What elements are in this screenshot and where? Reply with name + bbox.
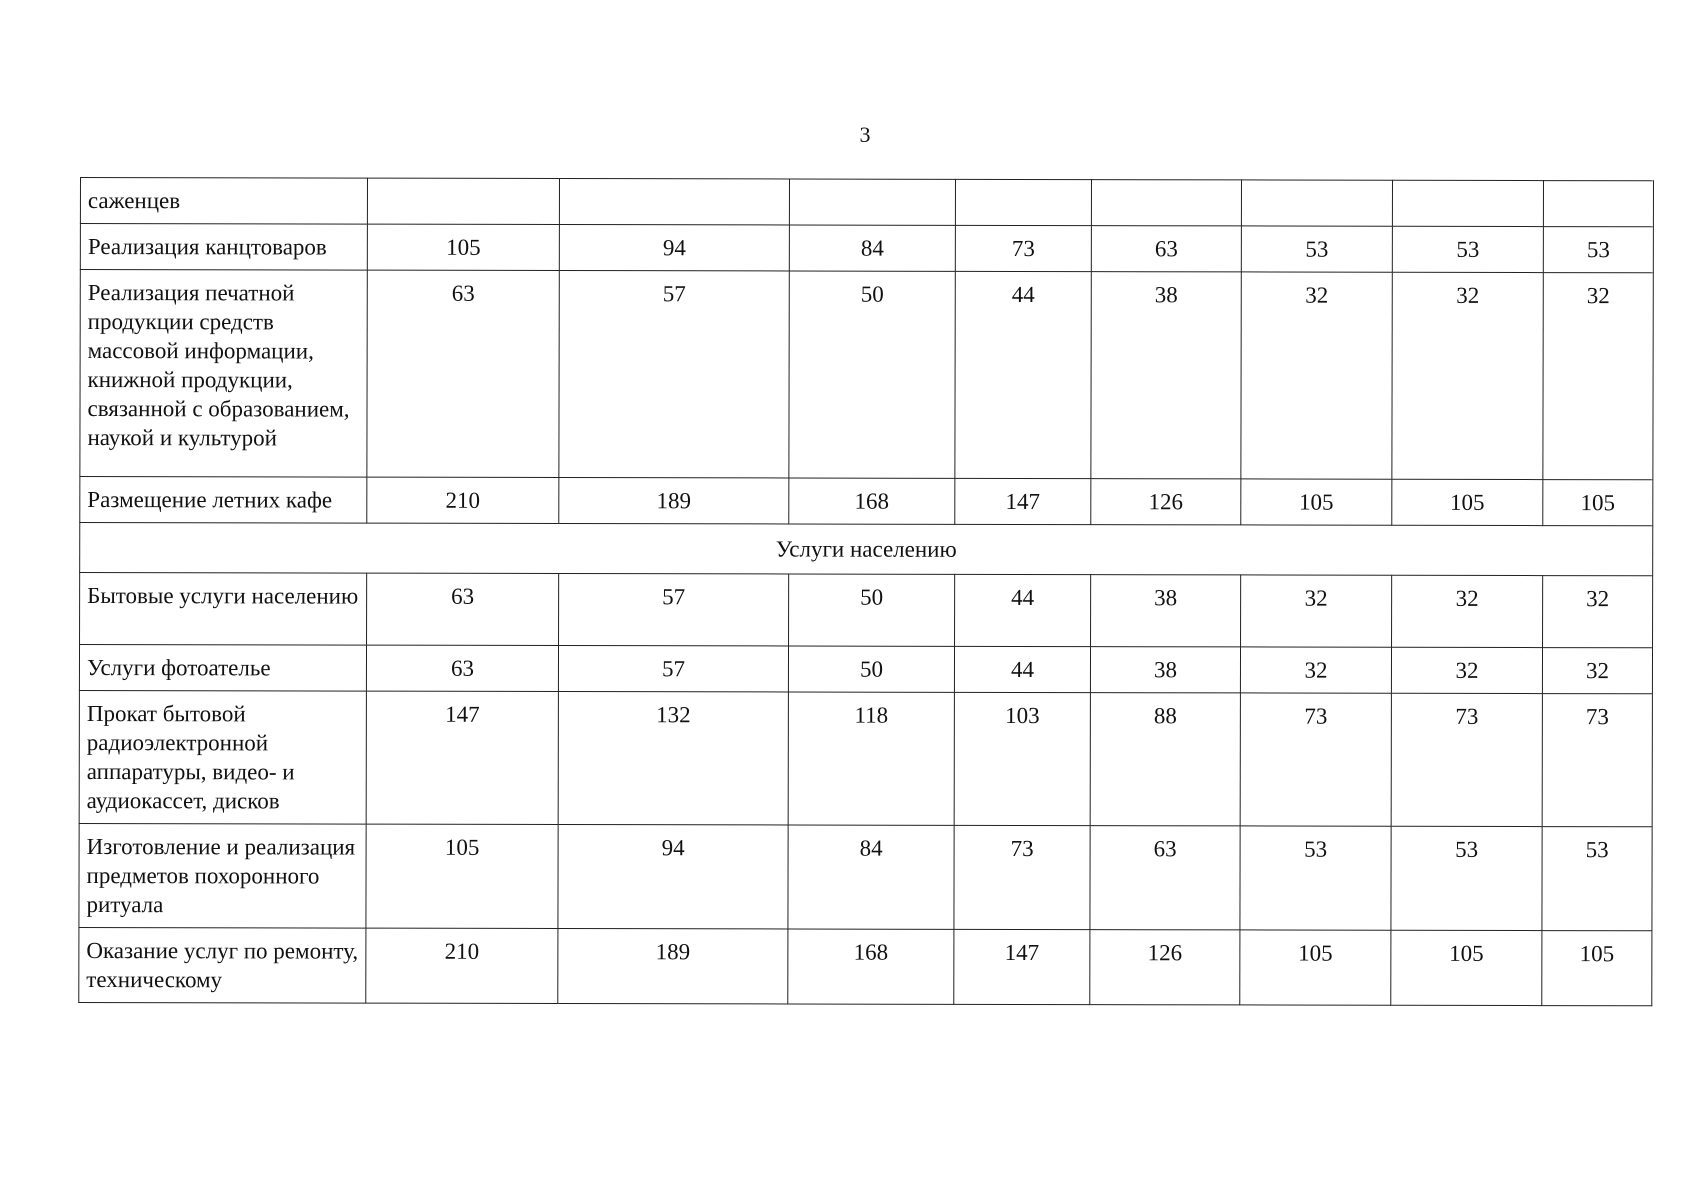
value-cell: 53 [1392, 226, 1543, 272]
table-row [79, 645, 1652, 694]
value-cell: 147 [366, 691, 558, 824]
value-cell: 32 [1392, 272, 1543, 479]
value-cell: 132 [558, 692, 788, 825]
value-cell: 38 [1090, 647, 1240, 693]
value-cell: 53 [1543, 227, 1653, 273]
value-cell: 32 [1543, 273, 1653, 480]
value-cell: 32 [1391, 647, 1542, 693]
table-row [79, 690, 1652, 826]
value-cell: 53 [1240, 826, 1391, 930]
table-row [80, 573, 1653, 648]
value-cell: 73 [1391, 693, 1542, 826]
value-cell: 168 [789, 478, 955, 524]
value-cell: 210 [366, 928, 558, 1003]
value-cell: 50 [788, 646, 954, 692]
value-cell: 105 [366, 824, 558, 928]
value-cell [789, 179, 955, 225]
value-cell: 63 [1091, 226, 1241, 272]
row-label: Изготовление и реализация предметов похоронного ритуала [79, 823, 366, 928]
tariff-table [78, 177, 1654, 1006]
tariff-table-wrapper [78, 177, 1653, 1006]
value-cell: 73 [1542, 694, 1652, 827]
value-cell: 57 [559, 271, 789, 478]
table-row [80, 477, 1653, 526]
row-label: Услуги фотоателье [79, 645, 366, 692]
value-cell [1543, 181, 1653, 227]
value-cell: 126 [1090, 930, 1240, 1005]
value-cell: 105 [1542, 931, 1652, 1006]
row-label: саженцев [80, 178, 367, 225]
value-cell: 53 [1542, 827, 1652, 931]
table-body [79, 178, 1654, 1006]
row-label: Размещение летних кафе [80, 477, 367, 524]
value-cell: 63 [367, 270, 559, 477]
value-cell: 44 [954, 646, 1090, 692]
value-cell: 53 [1391, 826, 1542, 930]
value-cell: 84 [789, 225, 955, 271]
value-cell: 189 [559, 478, 789, 524]
value-cell: 84 [788, 825, 954, 929]
value-cell: 73 [954, 825, 1090, 929]
section-header: Услуги населению [80, 523, 1653, 576]
value-cell: 63 [366, 645, 558, 691]
value-cell: 105 [1543, 480, 1653, 526]
table-row [80, 178, 1653, 227]
value-cell: 147 [955, 478, 1091, 524]
value-cell: 147 [954, 929, 1090, 1004]
value-cell: 32 [1543, 576, 1653, 648]
value-cell: 44 [955, 271, 1091, 478]
row-label: Прокат бытовой радиоэлектронной аппаратуры, видео- и аудиокассет, дисков [79, 690, 366, 824]
table-row [79, 927, 1652, 1005]
value-cell: 32 [1240, 647, 1391, 693]
value-cell: 53 [1241, 226, 1392, 272]
value-cell [367, 178, 559, 224]
value-cell: 57 [559, 574, 789, 646]
value-cell: 32 [1542, 648, 1652, 694]
value-cell: 73 [955, 225, 1091, 271]
value-cell [559, 179, 789, 225]
value-cell: 88 [1090, 693, 1240, 826]
value-cell: 50 [789, 574, 955, 646]
value-cell: 105 [367, 224, 559, 270]
row-label: Реализация канцтоваров [80, 224, 367, 271]
row-label: Реализация печатной продукции средств массовой информации, книжной продукции, связанной с образованием, наукой и культурой [80, 270, 367, 478]
value-cell: 103 [954, 692, 1090, 825]
value-cell: 189 [558, 929, 788, 1004]
value-cell: 44 [955, 574, 1091, 646]
page-number: 3 [859, 122, 871, 147]
value-cell [1241, 180, 1392, 226]
value-cell: 168 [788, 929, 954, 1004]
value-cell: 50 [789, 271, 955, 478]
value-cell: 210 [367, 477, 559, 523]
row-label: Оказание услуг по ремонту, техническому [79, 927, 366, 1003]
value-cell: 63 [367, 573, 559, 645]
value-cell: 105 [1240, 930, 1391, 1005]
value-cell: 63 [1090, 826, 1240, 930]
value-cell: 126 [1091, 479, 1241, 525]
value-cell: 94 [559, 225, 789, 271]
value-cell [955, 179, 1091, 225]
table-row [80, 270, 1653, 480]
value-cell: 32 [1241, 575, 1392, 647]
value-cell: 32 [1241, 272, 1392, 479]
value-cell [1091, 180, 1241, 226]
value-cell: 57 [558, 646, 788, 692]
table-row [80, 224, 1653, 273]
value-cell: 38 [1091, 272, 1241, 479]
value-cell: 73 [1240, 693, 1391, 826]
value-cell: 32 [1392, 575, 1543, 647]
section-header-row [80, 523, 1653, 576]
value-cell: 38 [1091, 575, 1241, 647]
value-cell: 105 [1241, 479, 1392, 525]
value-cell: 105 [1392, 479, 1543, 525]
value-cell: 94 [558, 825, 788, 929]
value-cell: 118 [788, 692, 954, 825]
row-label: Бытовые услуги населению [80, 573, 367, 646]
table-row [79, 823, 1652, 930]
value-cell: 105 [1391, 930, 1542, 1005]
value-cell [1392, 180, 1543, 226]
